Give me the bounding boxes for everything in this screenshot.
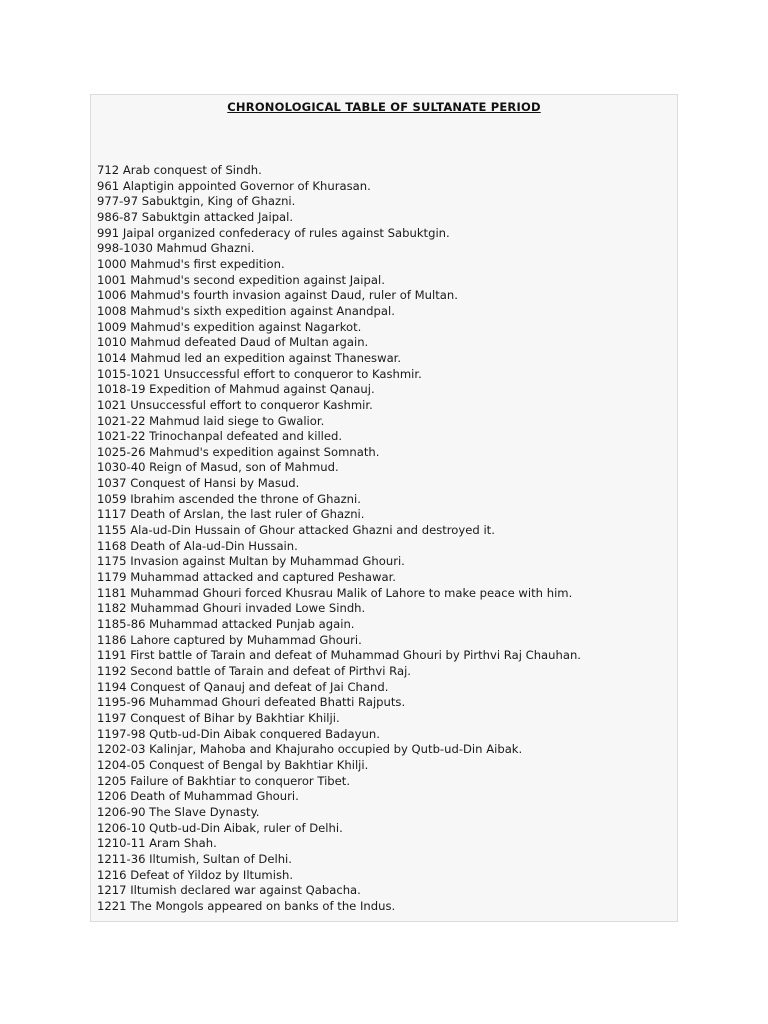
chronology-entry: 986-87 Sabuktgin attacked Jaipal. (97, 209, 294, 224)
chronology-entry: 1216 Defeat of Yildoz by Iltumish. (97, 867, 294, 882)
chronology-entry: 1181 Muhammad Ghouri forced Khusrau Malik of Lahore to make peace with him. (97, 585, 573, 600)
chronology-entry: 1030-40 Reign of Masud, son of Mahmud. (97, 460, 339, 475)
chronology-entry: 1009 Mahmud's expedition against Nagarkot. (97, 319, 362, 334)
chronology-entry: 1059 Ibrahim ascended the throne of Ghazni. (97, 491, 361, 506)
chronology-entry: 998-1030 Mahmud Ghazni. (97, 241, 255, 256)
chronology-entry: 1021-22 Trinochanpal defeated and killed. (97, 429, 343, 444)
chronology-entry: 1018-19 Expedition of Mahmud against Qanauj. (97, 382, 375, 397)
chronology-entry: 1217 Iltumish declared war against Qabacha. (97, 883, 361, 898)
chronology-entry: 1008 Mahmud's sixth expedition against Anandpal. (97, 303, 395, 318)
chronology-entry: 1185-86 Muhammad attacked Punjab again. (97, 617, 355, 632)
chronology-entry: 712 Arab conquest of Sindh. (97, 163, 262, 177)
chronology-entry: 961 Alaptigin appointed Governor of Khurasan. (97, 178, 371, 193)
chronology-entry: 1168 Death of Ala-ud-Din Hussain. (97, 538, 298, 553)
chronology-list (97, 163, 581, 915)
chronology-entry: 1206-90 The Slave Dynasty. (97, 804, 260, 819)
chronology-entry: 1205 Failure of Bakhtiar to conqueror Tibet. (97, 773, 351, 788)
chronology-entry: 1001 Mahmud's second expedition against Jaipal. (97, 272, 385, 287)
chronology-entry: 1010 Mahmud defeated Daud of Multan again. (97, 335, 369, 350)
chronology-entry: 1021-22 Mahmud laid siege to Gwalior. (97, 413, 325, 428)
chronology-entry: 1155 Ala-ud-Din Hussain of Ghour attacked Ghazni and destroyed it. (97, 523, 495, 538)
chronology-entry: 1014 Mahmud led an expedition against Thaneswar. (97, 350, 402, 365)
chronology-entry: 991 Jaipal organized confederacy of rules against Sabuktgin. (97, 225, 450, 240)
chronology-entry: 1179 Muhammad attacked and captured Peshawar. (97, 570, 396, 585)
chronology-entry: 1015-1021 Unsuccessful effort to conqueror to Kashmir. (97, 366, 422, 381)
chronology-entry: 1211-36 Iltumish, Sultan of Delhi. (97, 851, 292, 866)
chronology-entry: 1206 Death of Muhammad Ghouri. (97, 789, 299, 804)
chronology-entry: 1192 Second battle of Tarain and defeat of Pirthvi Raj. (97, 664, 411, 678)
chronology-entry: 1006 Mahmud's fourth invasion against Daud, ruler of Multan. (97, 288, 458, 303)
chronology-entry: 1037 Conquest of Hansi by Masud. (97, 476, 300, 491)
chronology-entry: 1175 Invasion against Multan by Muhammad Ghouri. (97, 554, 405, 569)
document-title: CHRONOLOGICAL TABLE OF SULTANATE PERIOD (227, 100, 541, 114)
chronology-entry: 1117 Death of Arslan, the last ruler of Ghazni. (97, 507, 365, 522)
document-panel (90, 94, 678, 922)
chronology-entry: 1206-10 Qutb-ud-Din Aibak, ruler of Delhi. (97, 820, 343, 835)
chronology-entry: 1202-03 Kalinjar, Mahoba and Khajuraho occupied by Qutb-ud-Din Aibak. (97, 742, 523, 757)
chronology-entry: 1195-96 Muhammad Ghouri defeated Bhatti Rajputs. (97, 695, 406, 710)
chronology-entry: 1021 Unsuccessful effort to conqueror Kashmir. (97, 397, 373, 412)
chronology-entry: 1197-98 Qutb-ud-Din Aibak conquered Badayun. (97, 726, 380, 741)
chronology-entry: 1182 Muhammad Ghouri invaded Lowe Sindh. (97, 601, 366, 616)
chronology-entry: 1197 Conquest of Bihar by Bakhtiar Khilji. (97, 710, 340, 725)
chronology-entry: 977-97 Sabuktgin, King of Ghazni. (97, 194, 296, 209)
chronology-entry: 1191 First battle of Tarain and defeat of Muhammad Ghouri by Pirthvi Raj Chauhan. (97, 648, 581, 663)
chronology-entry: 1186 Lahore captured by Muhammad Ghouri. (97, 632, 362, 647)
chronology-entry: 1221 The Mongols appeared on banks of the Indus. (97, 898, 396, 913)
chronology-entry: 1194 Conquest of Qanauj and defeat of Jai Chand. (97, 679, 389, 694)
chronology-entry: 1210-11 Aram Shah. (97, 836, 217, 851)
chronology-entry: 1204-05 Conquest of Bengal by Bakhtiar Khilji. (97, 757, 369, 772)
chronology-entry: 1025-26 Mahmud's expedition against Somnath. (97, 444, 380, 459)
chronology-entry: 1000 Mahmud's first expedition. (97, 256, 285, 271)
